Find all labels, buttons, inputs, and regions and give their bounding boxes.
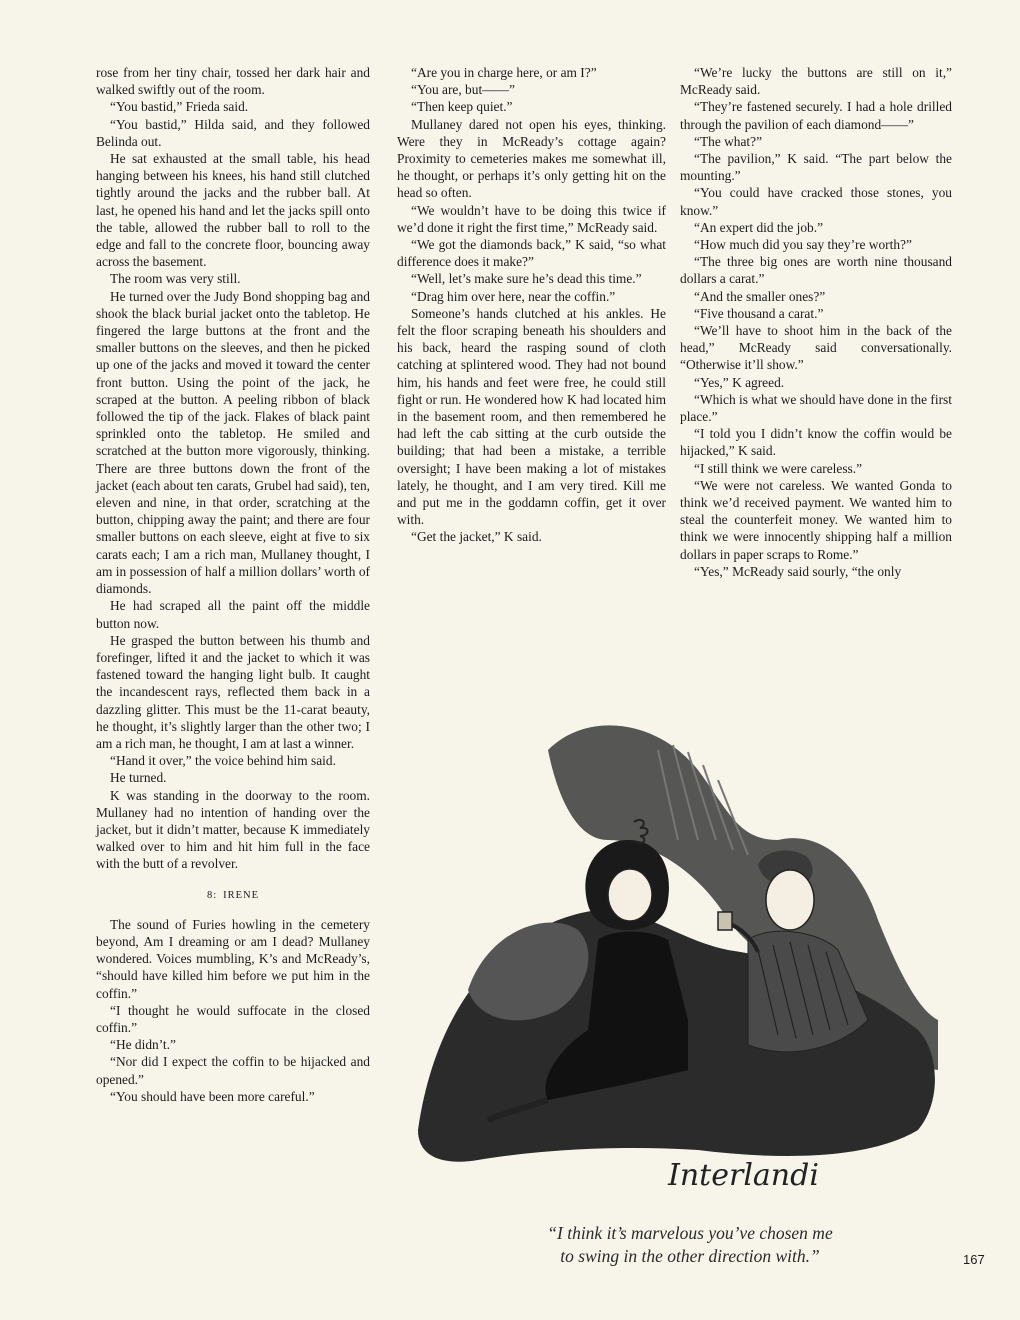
paragraph: “We were not careless. We wanted Gonda to think we’d received payment. We wanted him to steal the counterfeit money. We wanted him to think we were innocently shipping half a million dollars in paper scraps to Rome.” <box>680 477 952 562</box>
paragraph: “He didn’t.” <box>110 1037 176 1053</box>
paragraph: “They’re fastened securely. I had a hole drilled through the pavilion of each diamond——” <box>680 99 952 132</box>
paragraph: “You are, but——” <box>411 82 515 98</box>
paragraph: “An expert did the job.” <box>694 219 824 235</box>
section-heading <box>96 887 370 904</box>
paragraph: “Drag him over here, near the coffin.” <box>411 288 616 304</box>
col1-paragraphs-b <box>96 916 370 1105</box>
paragraph: “Then keep quiet.” <box>411 99 513 115</box>
paragraph: He sat exhausted at the small table, his head hanging between his knees, his hand still clutched tightly around the jacks and the rubber ball. At last, he opened his hand and let the jacks spill onto the table, allowed the rubber ball to roll to the edge and fall to the concrete floor, bouncing away across the basement. <box>96 151 370 270</box>
col1-paragraphs-a <box>96 64 370 873</box>
paragraph: “I told you I didn’t know the coffin would be hijacked,” K said. <box>680 426 952 459</box>
paragraph: The room was very still. <box>110 271 241 287</box>
section-number: 8: <box>206 889 218 901</box>
paragraph: “You bastid,” Frieda said. <box>110 99 249 115</box>
paragraph: “I still think we were careless.” <box>694 460 863 476</box>
paragraph: “Hand it over,” the voice behind him said. <box>110 753 336 769</box>
paragraph: He turned. <box>110 770 167 786</box>
caption-line-2: to swing in the other direction with.” <box>560 1246 820 1266</box>
paragraph: “The what?” <box>694 133 763 149</box>
paragraph: “We got the diamonds back,” K said, “so what difference does it make?” <box>397 237 666 270</box>
paragraph: He had scraped all the paint off the middle button now. <box>96 598 370 631</box>
paragraph: “Are you in charge here, or am I?” <box>411 65 597 80</box>
paragraph: rose from her tiny chair, tossed her dark hair and walked swiftly out of the room. <box>96 65 370 98</box>
paragraph: The sound of Furies howling in the cemetery beyond, Am I dreaming or am I dead? Mullaney wondered. Voices mumbling, K’s and McReady’s, “should have killed him before we put him in the coffin.” <box>96 916 370 1001</box>
paragraph: “The three big ones are worth nine thousand dollars a carat.” <box>680 254 952 287</box>
cartoon-illustration <box>398 690 954 1210</box>
paragraph: “Which is what we should have done in the first place.” <box>680 391 952 425</box>
col3-paragraphs <box>680 64 952 580</box>
paragraph: “Yes,” McReady said sourly, “the only <box>694 563 902 579</box>
text-column-2 <box>397 64 666 546</box>
section-title: IRENE <box>223 889 260 901</box>
artist-signature: Interlandi <box>668 1158 819 1193</box>
paragraph: K was standing in the doorway to the room. Mullaney had no intention of handing over the jacket, but it didn’t matter, because K immediately walked over to him and hit him full in the face with the butt of a revolver. <box>96 787 370 872</box>
paragraph: “You should have been more careful.” <box>110 1088 315 1104</box>
paragraph: “The pavilion,” K said. “The part below the mounting.” <box>680 151 952 184</box>
paragraph: He turned over the Judy Bond shopping bag and shook the black burial jacket onto the tabletop. He fingered the large buttons at the front and the smaller buttons on the sleeves, and then he picked up one of the jacks and moved it toward the center front button. Using the point of the jack, he scraped at the button. A peeling ribbon of black followed the tip of the jack. Flakes of black paint sprinkled onto the tabletop. He smiled and scratched at the button more vigorously, thinking. There are three buttons down the front of the jacket (each about ten carats, Grubel had said), ten, eleven and nine, in that order, scratching at the button, chipping away the paint; and there are four smaller buttons on each sleeve, eight at five to six carats each; I am a rich man, Mullaney thought, I am in possession of half a million dollars’ worth of diamonds. <box>96 288 371 597</box>
paragraph: “Well, let’s make sure he’s dead this time.” <box>411 271 642 287</box>
paragraph: “Five thousand a carat.” <box>694 305 824 321</box>
paragraph: “You could have cracked those stones, you know.” <box>680 185 952 218</box>
text-column-3 <box>680 64 952 580</box>
paragraph: “Nor did I expect the coffin to be hijacked and opened.” <box>96 1054 370 1087</box>
cartoon-caption <box>480 1222 900 1268</box>
paragraph: “Yes,” K agreed. <box>694 374 785 390</box>
paragraph: “How much did you say they’re worth?” <box>694 237 912 253</box>
paragraph: He grasped the button between his thumb and forefinger, lifted it and the jacket to which it was fastened toward the hanging light bulb. It caught the incandescent rays, reflected them back in a dazzling glitter. This must be the 11-carat beauty, he thought, it’s slightly larger than the other two; I am a rich man, he thought, I am at last a winner. <box>96 632 370 751</box>
caption-line-1: “I think it’s marvelous you’ve chosen me <box>547 1223 833 1243</box>
paragraph: Someone’s hands clutched at his ankles. He felt the floor scraping beneath his shoulders and his back, heard the rasping sound of cloth catching at splintered wood. They had not bound him, his hands and feet were free, he could still fight or run. He wondered how K had located him in the basement room, and then remembered he had left the cab sitting at the curb outside the building; that had been a mistake, a terrible oversight; I have been making a lot of mistakes lately, he thought, and I am very tired. Kill me and put me in the goddamn coffin, get it over with. <box>397 305 666 528</box>
paragraph: “We’ll have to shoot him in the back of the head,” McReady said conversationally. “Otherwise it’ll show.” <box>680 323 952 373</box>
text-column-1 <box>96 64 370 1105</box>
paragraph: “Get the jacket,” K said. <box>411 529 542 545</box>
paragraph: “I thought he would suffocate in the closed coffin.” <box>96 1002 370 1035</box>
paragraph: “And the smaller ones?” <box>694 288 826 304</box>
col2-paragraphs <box>397 64 666 546</box>
paragraph: “We’re lucky the buttons are still on it,” McReady said. <box>680 65 952 98</box>
page-number: 167 <box>963 1252 985 1267</box>
paragraph: “We wouldn’t have to be doing this twice if we’d done it right the first time,” McReady said. <box>397 202 666 235</box>
paragraph: Mullaney dared not open his eyes, thinking. Were they in McReady’s cottage again? Proximity to cemeteries makes me somewhat ill, he thought, or perhaps it’s only getting hit on the head so often. <box>397 116 666 201</box>
paragraph: “You bastid,” Hilda said, and they followed Belinda out. <box>96 116 370 149</box>
